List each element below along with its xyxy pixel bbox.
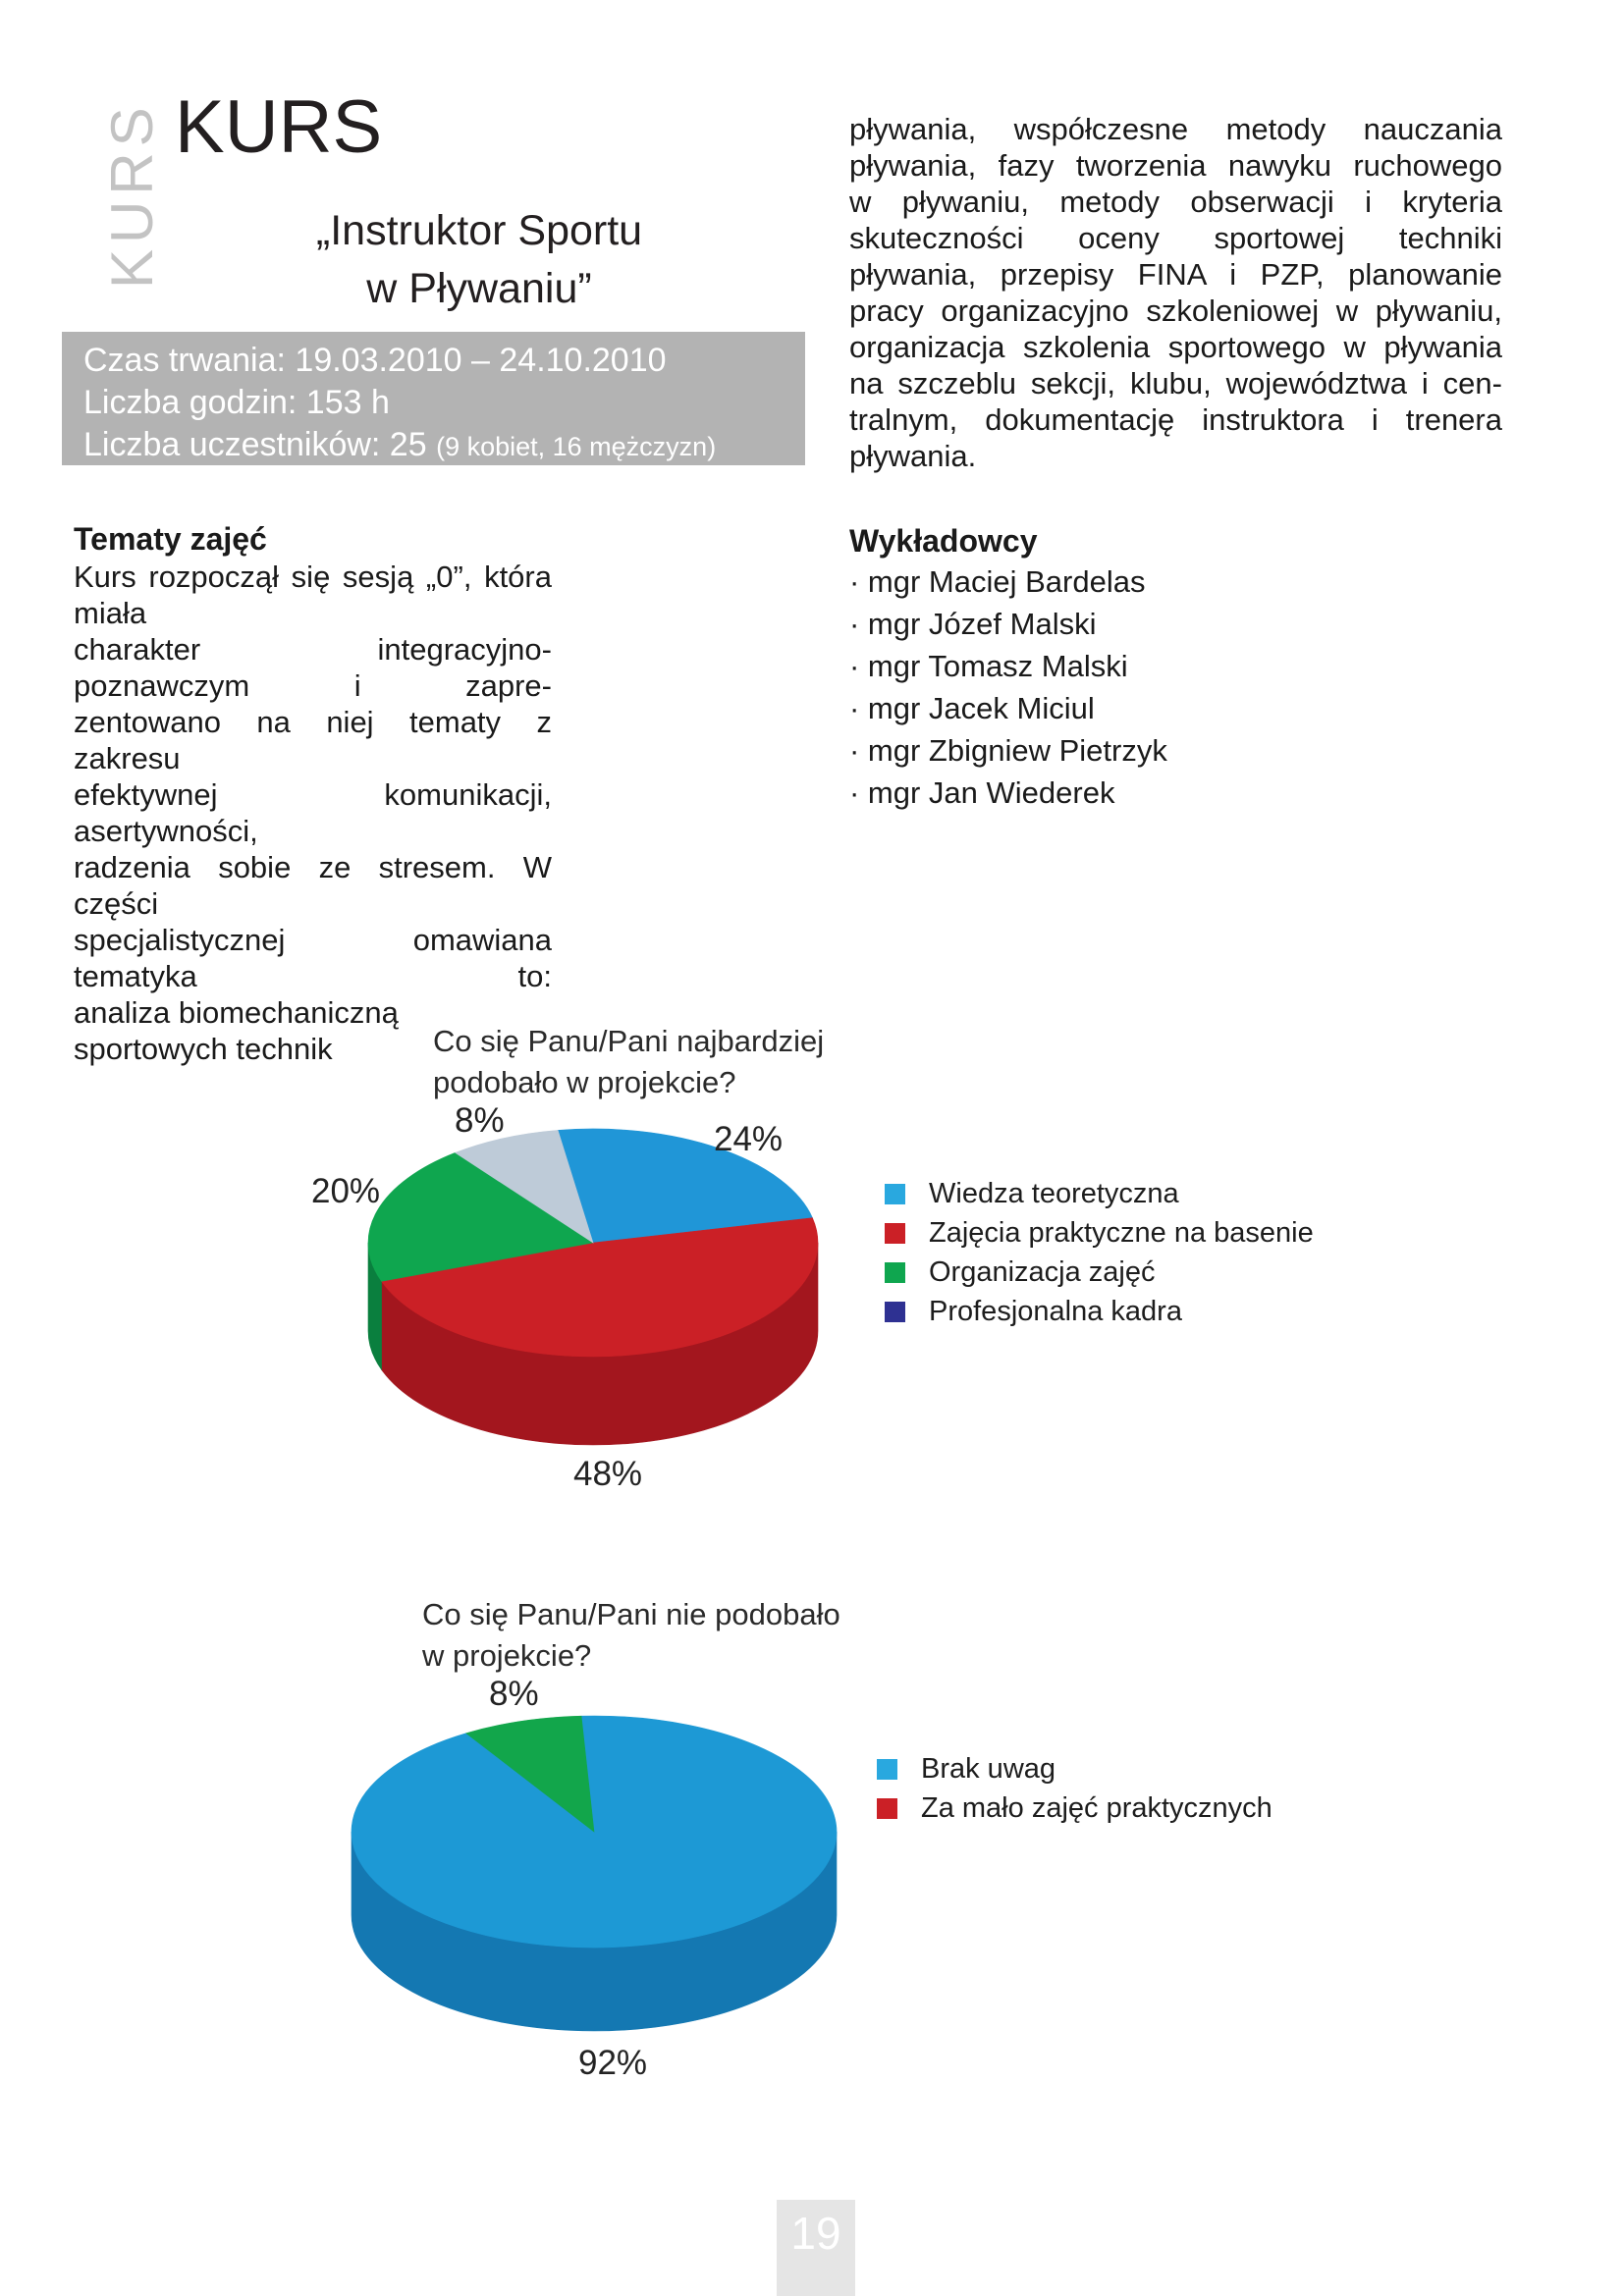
chart2-legend bbox=[877, 1749, 1272, 1828]
legend-label: Wiedza teoretyczna bbox=[929, 1177, 1179, 1209]
paragraph-line: organizacja szkolenia sportowego w pływania bbox=[849, 330, 1502, 364]
paragraph-line: w pływaniu, metody obserwacji i kryteria bbox=[849, 185, 1502, 219]
legend-swatch bbox=[885, 1262, 905, 1283]
chart1-title: Co się Panu/Pani najbardziej podobało w projekcie? bbox=[433, 1024, 825, 1099]
course-subtitle-line1: „Instruktor Sportu bbox=[315, 207, 643, 254]
legend-swatch bbox=[885, 1223, 905, 1244]
percent-label: 24% bbox=[714, 1120, 784, 1158]
percent-label: 92% bbox=[578, 2044, 648, 2082]
paragraph-line: pływania. bbox=[849, 439, 977, 473]
topics-heading: Tematy zajęć bbox=[74, 521, 267, 557]
percent-label: 48% bbox=[573, 1455, 643, 1493]
legend-item bbox=[877, 1789, 1272, 1828]
page-title: KURS bbox=[175, 85, 383, 169]
paragraph-line: pływania, fazy tworzenia nawyku ruchowego bbox=[849, 148, 1502, 183]
course-info-box bbox=[62, 332, 805, 465]
paragraph-line: zentowano na niej tematy z zakresu bbox=[74, 705, 552, 775]
course-hours: Liczba godzin: 153 h bbox=[83, 384, 390, 421]
legend-label: Organizacja zajęć bbox=[929, 1255, 1156, 1288]
legend-item bbox=[885, 1253, 1314, 1292]
left-column bbox=[74, 519, 552, 1067]
chart1-legend bbox=[885, 1174, 1314, 1331]
participants-detail: (9 kobiet, 16 mężczyzn) bbox=[436, 432, 717, 461]
paragraph-line: skuteczności oceny sportowej techniki bbox=[849, 221, 1502, 255]
lecturers-heading: Wykładowcy bbox=[849, 523, 1038, 559]
lecturer-item: · mgr Jan Wiederek bbox=[849, 775, 1115, 810]
legend-label: Za mało zajęć praktycznych bbox=[921, 1791, 1272, 1824]
lecturer-item: · mgr Zbigniew Pietrzyk bbox=[849, 733, 1167, 768]
paragraph-line: charakter integracyjno-poznawczym i zapre- bbox=[74, 632, 552, 703]
lecturer-item: · mgr Józef Malski bbox=[849, 607, 1097, 641]
paragraph-line: tralnym, dokumentację instruktora i trenera bbox=[849, 402, 1502, 437]
legend-swatch bbox=[877, 1759, 897, 1780]
lecturer-item: · mgr Maciej Bardelas bbox=[849, 564, 1146, 599]
paragraph-line: specjalistycznej omawiana tematyka to: bbox=[74, 923, 552, 993]
pie-chart-satisfaction bbox=[324, 1109, 874, 1463]
paragraph-line: pływania, współczesne metody nauczania bbox=[849, 112, 1502, 146]
chart2-title: Co się Panu/Pani nie podobało w projekcie? bbox=[422, 1597, 840, 1673]
legend-label: Profesjonalna kadra bbox=[929, 1295, 1182, 1327]
course-subtitle bbox=[185, 202, 774, 318]
paragraph-line: pracy organizacyjno szkoleniowej w pływaniu, bbox=[849, 294, 1502, 328]
legend-label: Zajęcia praktyczne na basenie bbox=[929, 1216, 1314, 1249]
paragraph-line: na szczeblu sekcji, klubu, województwa i cen- bbox=[849, 366, 1502, 400]
lecturers-section bbox=[849, 521, 1502, 814]
lecturer-item: · mgr Jacek Miciul bbox=[849, 691, 1095, 725]
legend-item bbox=[885, 1174, 1314, 1213]
page-number-box bbox=[777, 2200, 855, 2296]
legend-item bbox=[885, 1292, 1314, 1331]
legend-item bbox=[877, 1749, 1272, 1789]
percent-label: 8% bbox=[489, 1675, 539, 1713]
percent-label: 8% bbox=[455, 1101, 505, 1140]
course-participants: Liczba uczestników: 25 (9 kobiet, 16 mężczyzn) bbox=[83, 426, 717, 463]
course-subtitle-line2: w Pływaniu” bbox=[366, 265, 592, 312]
legend-label: Brak uwag bbox=[921, 1752, 1056, 1785]
course-duration: Czas trwania: 19.03.2010 – 24.10.2010 bbox=[83, 342, 667, 379]
percent-label: 20% bbox=[311, 1172, 381, 1210]
paragraph-line: analiza biomechaniczną sportowych technik bbox=[74, 995, 399, 1066]
paragraph-line: radzenia sobie ze stresem. W części bbox=[74, 850, 552, 921]
legend-swatch bbox=[885, 1184, 905, 1204]
legend-swatch bbox=[877, 1798, 897, 1819]
paragraph-line: efektywnej komunikacji, asertywności, bbox=[74, 777, 552, 848]
paragraph-line: pływania, przepisy FINA i PZP, planowanie bbox=[849, 257, 1502, 292]
logo-vertical-text: KURS bbox=[99, 101, 165, 289]
right-column bbox=[849, 111, 1502, 474]
lecturer-item: · mgr Tomasz Malski bbox=[849, 649, 1128, 683]
legend-swatch bbox=[885, 1302, 905, 1322]
page-number: 19 bbox=[790, 2208, 841, 2259]
legend-item bbox=[885, 1213, 1314, 1253]
pie-chart-complaints bbox=[334, 1702, 864, 2046]
paragraph-line: Kurs rozpoczął się sesją „0”, która miała bbox=[74, 560, 552, 630]
